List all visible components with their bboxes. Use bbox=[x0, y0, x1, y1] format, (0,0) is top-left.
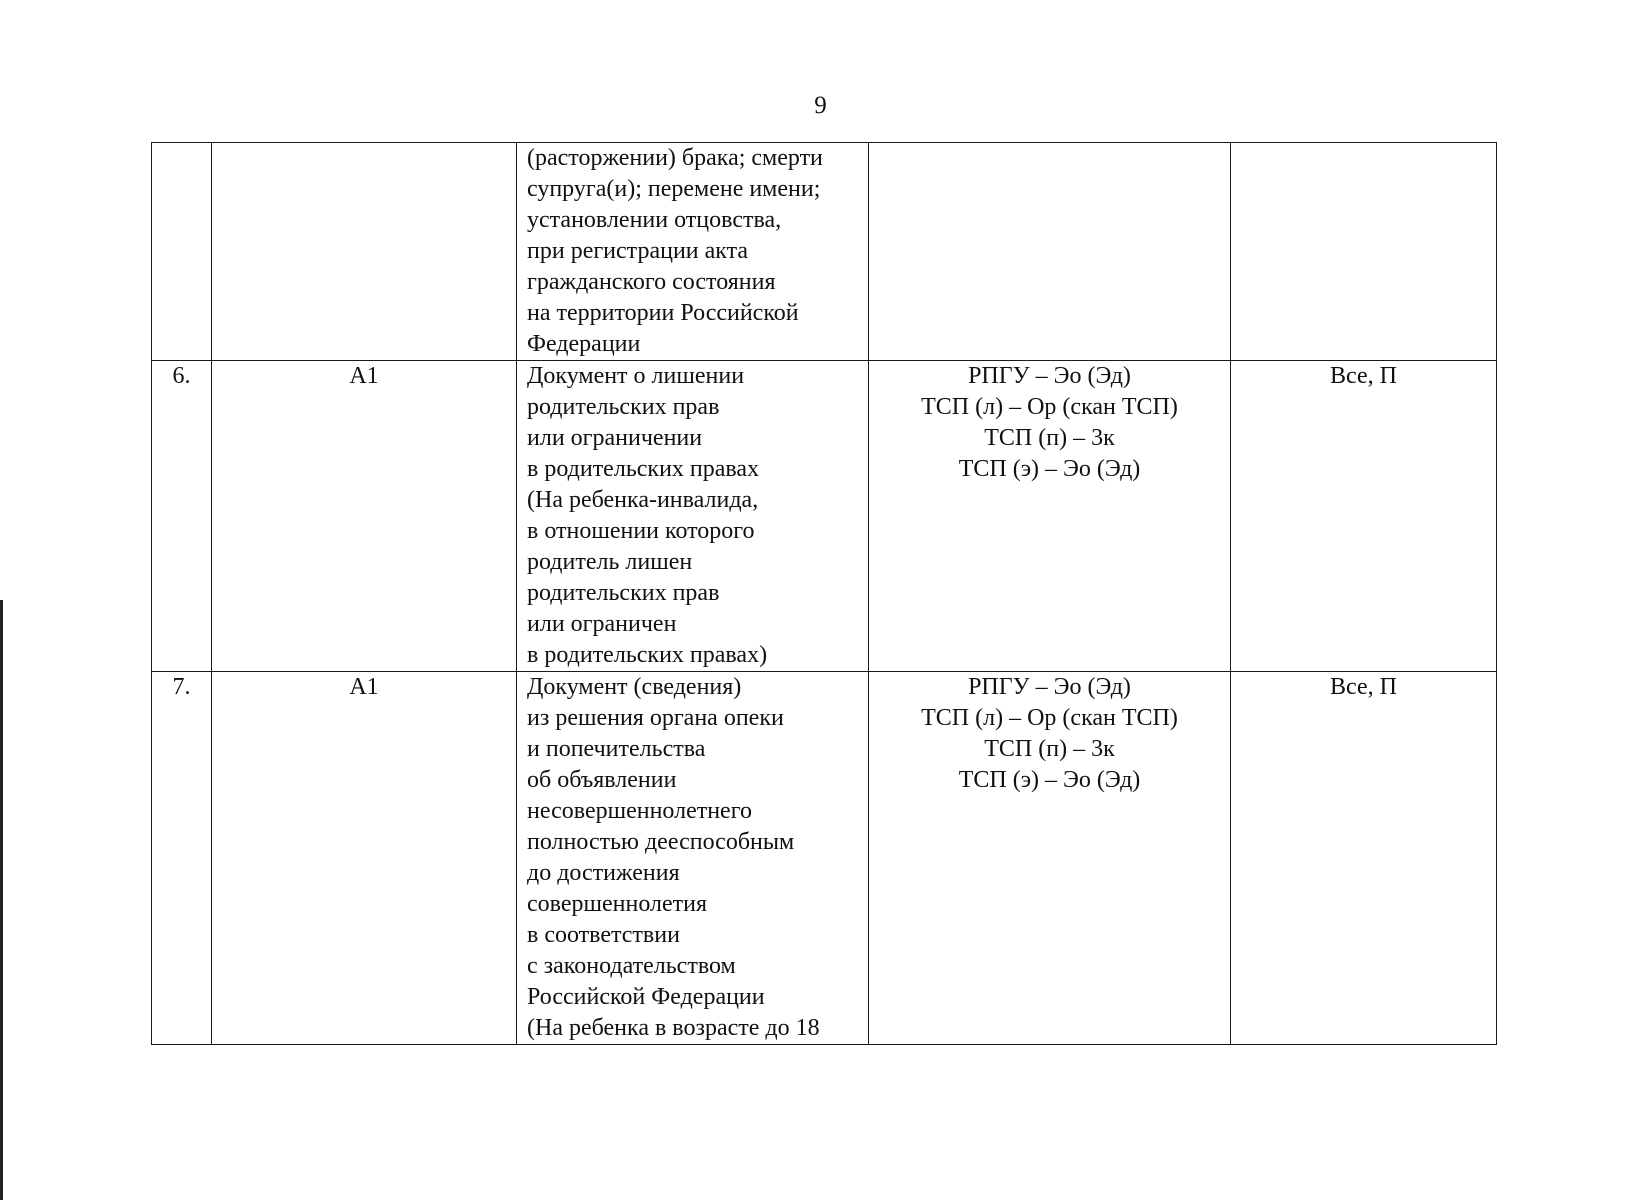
document-line: супруга(и); перемене имени; bbox=[527, 176, 821, 202]
table-row-continuation bbox=[152, 143, 1497, 361]
page-number: 9 bbox=[814, 92, 827, 119]
document-line: родительских прав bbox=[527, 394, 720, 420]
row-code-cell: А1 bbox=[212, 361, 517, 672]
row-who-cell: Все, П bbox=[1231, 361, 1497, 672]
document-line: полностью дееспособным bbox=[527, 829, 795, 855]
table-row-7 bbox=[152, 672, 1497, 1045]
document-line: в соответствии bbox=[527, 922, 680, 948]
document-line: до достижения bbox=[527, 860, 680, 886]
row-number-cell: 6. bbox=[152, 361, 212, 672]
row-code-cell bbox=[212, 143, 517, 361]
document-line: при регистрации акта bbox=[527, 238, 749, 264]
document-line: Документ о лишении bbox=[527, 363, 745, 389]
table-row-6 bbox=[152, 361, 1497, 672]
document-line: гражданского состояния bbox=[527, 269, 776, 295]
submission-way-line: ТСП (э) – Эо (Эд) bbox=[958, 767, 1141, 793]
row-ways-cell bbox=[869, 143, 1231, 361]
document-line: в отношении которого bbox=[527, 518, 755, 544]
row-document-cell bbox=[517, 672, 869, 1045]
row-number-cell: 7. bbox=[152, 672, 212, 1045]
document-line: (На ребенка-инвалида, bbox=[527, 487, 759, 513]
document-line: на территории Российской bbox=[527, 300, 799, 326]
document-line: из решения органа опеки bbox=[527, 705, 784, 731]
row-number-cell bbox=[152, 143, 212, 361]
row-code-cell: А1 bbox=[212, 672, 517, 1045]
document-line: родительских прав bbox=[527, 580, 720, 606]
row-ways-cell bbox=[869, 672, 1231, 1045]
document-line: совершеннолетия bbox=[527, 891, 707, 917]
document-line: Российской Федерации bbox=[527, 984, 765, 1010]
document-line: установлении отцовства, bbox=[527, 207, 782, 233]
submission-way-line: РПГУ – Эо (Эд) bbox=[968, 363, 1131, 389]
scan-edge-mark bbox=[0, 600, 3, 1200]
submission-way-line: ТСП (л) – Ор (скан ТСП) bbox=[921, 394, 1178, 420]
document-line: в родительских правах bbox=[527, 456, 760, 482]
document-line: об объявлении bbox=[527, 767, 677, 793]
document-line: (На ребенка в возрасте до 18 bbox=[527, 1015, 820, 1041]
document-line: несовершеннолетнего bbox=[527, 798, 752, 824]
document-line: Документ (сведения) bbox=[527, 674, 742, 700]
submission-way-line: ТСП (л) – Ор (скан ТСП) bbox=[921, 705, 1178, 731]
document-line: и попечительства bbox=[527, 736, 706, 762]
row-who-cell bbox=[1231, 143, 1497, 361]
submission-way-line: РПГУ – Эо (Эд) bbox=[968, 674, 1131, 700]
submission-way-line: ТСП (п) – 3к bbox=[984, 736, 1115, 762]
document-line: (расторжении) брака; смерти bbox=[527, 145, 823, 171]
document-line: Федерации bbox=[527, 331, 641, 357]
row-ways-cell bbox=[869, 361, 1231, 672]
documents-table bbox=[151, 142, 1497, 1045]
row-who-cell: Все, П bbox=[1231, 672, 1497, 1045]
document-line: с законодательством bbox=[527, 953, 736, 979]
row-document-cell bbox=[517, 361, 869, 672]
document-line: или ограничении bbox=[527, 425, 703, 451]
document-line: в родительских правах) bbox=[527, 642, 768, 668]
submission-way-line: ТСП (п) – 3к bbox=[984, 425, 1115, 451]
document-line: родитель лишен bbox=[527, 549, 693, 575]
row-document-cell bbox=[517, 143, 869, 361]
document-line: или ограничен bbox=[527, 611, 677, 637]
submission-way-line: ТСП (э) – Эо (Эд) bbox=[958, 456, 1141, 482]
